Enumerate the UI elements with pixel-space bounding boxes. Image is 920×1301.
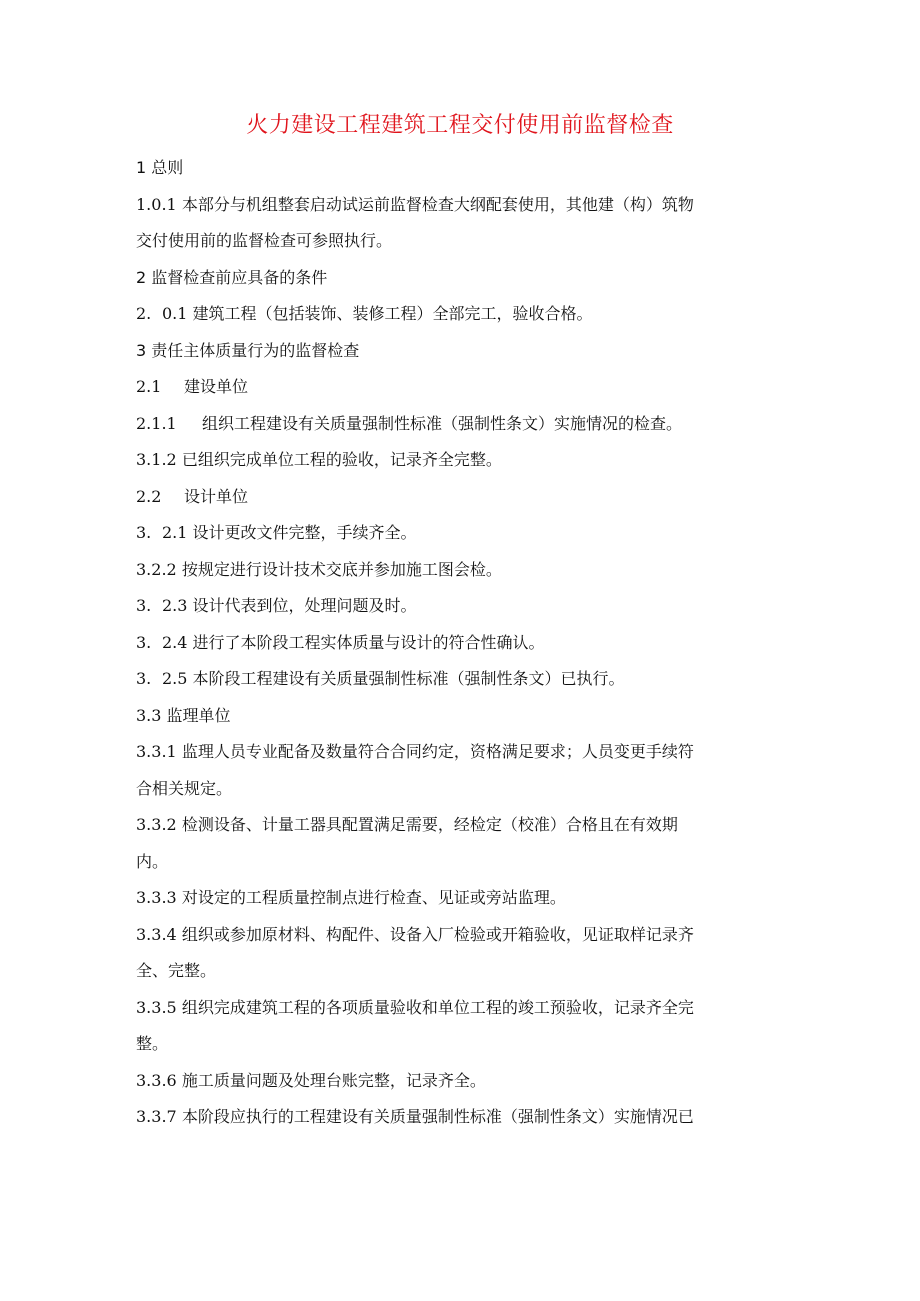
section-heading (136, 333, 776, 370)
section-text: 总则 (151, 158, 184, 177)
clause-text: 2.4 进行了本阶段工程实体质量与设计的符合性确认。 (162, 632, 545, 652)
clause-text: 按规定进行设计技术交底并参加施工图会检。 (181, 559, 502, 579)
clause-text: 监理单位 (166, 705, 231, 725)
clause-number: 3.3 (136, 705, 162, 725)
document-title: 火力建设工程建筑工程交付使用前监督检查 (246, 113, 674, 138)
subsection-heading (136, 369, 776, 406)
clause-line (136, 625, 776, 662)
clause-line (136, 588, 776, 625)
clause-number: 3. (136, 632, 152, 652)
subsection-heading (136, 698, 776, 735)
subsection-heading (136, 479, 776, 516)
clause-number: 3.1.2 (136, 450, 177, 469)
clause-line (136, 1099, 776, 1136)
clause-continuation (136, 1026, 776, 1063)
clause-number: 3.3.7 (136, 1107, 177, 1126)
clause-text: 0.1 建筑工程（包括装饰、装修工程）全部完工，验收合格。 (162, 304, 593, 323)
clause-text: 组织或参加原材料、构配件、设备入厂检验或开箱验收，见证取样记录齐 (181, 924, 694, 944)
clause-continuation (136, 223, 776, 260)
clause-line (136, 442, 776, 479)
clause-line (136, 296, 776, 333)
clause-number: 3.3.6 (136, 1070, 177, 1090)
clause-number: 3. (136, 523, 152, 542)
clause-line (136, 734, 776, 771)
clause-text: 本部分与机组整套启动试运前监督检查大纲配套使用，其他建（构）筑物 (181, 194, 694, 214)
clause-text: 2.3 设计代表到位，处理问题及时。 (162, 596, 417, 615)
clause-text: 本阶段应执行的工程建设有关质量强制性标准（强制性条文）实施情况已 (181, 1107, 694, 1126)
clause-text: 组织完成建筑工程的各项质量验收和单位工程的竣工预验收，记录齐全完 (181, 997, 694, 1017)
clause-number: 3.3.3 (136, 888, 177, 907)
clause-text: 2.5 本阶段工程建设有关质量强制性标准（强制性条文）已执行。 (162, 669, 625, 688)
clause-text: 已组织完成单位工程的验收，记录齐全完整。 (181, 450, 502, 469)
clause-line (136, 515, 776, 552)
clause-number: 3.3.5 (136, 997, 177, 1017)
clause-number: 3.3.2 (136, 815, 177, 834)
section-number: 3 (136, 340, 147, 360)
clause-number: 2. (136, 304, 152, 323)
clause-line (136, 1063, 776, 1100)
clause-number: 2.1.1 (136, 413, 177, 433)
section-number: 1 (136, 158, 147, 177)
clause-line (136, 807, 776, 844)
document-body (136, 150, 776, 1136)
clause-number: 3.2.2 (136, 559, 177, 579)
clause-continuation (136, 953, 776, 990)
clause-number: 2.2 (136, 486, 162, 506)
clause-line (136, 187, 776, 224)
clause-line (136, 661, 776, 698)
clause-text: 全、完整。 (136, 961, 217, 980)
clause-text: 监理人员专业配备及数量符合合同约定，资格满足要求；人员变更手续符 (181, 742, 694, 761)
clause-line (136, 917, 776, 954)
clause-line (136, 880, 776, 917)
section-number: 2 (136, 267, 147, 287)
clause-continuation (136, 844, 776, 881)
clause-number: 3. (136, 669, 152, 688)
clause-text: 建设单位 (184, 377, 249, 396)
section-text: 监督检查前应具备的条件 (151, 267, 328, 287)
clause-number: 3.3.4 (136, 924, 177, 944)
clause-number: 3. (136, 596, 152, 615)
section-heading (136, 260, 776, 297)
clause-number: 2.1 (136, 377, 162, 396)
clause-text: 设计单位 (184, 486, 249, 506)
clause-line (136, 552, 776, 589)
clause-continuation (136, 771, 776, 808)
clause-text: 2.1 设计更改文件完整，手续齐全。 (162, 523, 417, 542)
clause-text: 检测设备、计量工器具配置满足需要，经检定（校准）合格且在有效期 (181, 815, 678, 834)
clause-text: 合相关规定。 (136, 778, 233, 798)
clause-line (136, 990, 776, 1027)
clause-line (136, 406, 776, 443)
section-heading (136, 150, 776, 187)
clause-text: 施工质量问题及处理台账完整，记录齐全。 (181, 1070, 486, 1090)
clause-text: 交付使用前的监督检查可参照执行。 (136, 231, 393, 250)
clause-text: 对设定的工程质量控制点进行检查、见证或旁站监理。 (181, 888, 566, 907)
clause-text: 内。 (136, 851, 169, 871)
clause-text: 整。 (136, 1034, 169, 1053)
clause-number: 3.3.1 (136, 742, 177, 761)
section-text: 责任主体质量行为的监督检查 (151, 340, 360, 360)
clause-number: 1.0.1 (136, 194, 177, 214)
clause-text: 组织工程建设有关质量强制性标准（强制性条文）实施情况的检查。 (202, 413, 683, 433)
